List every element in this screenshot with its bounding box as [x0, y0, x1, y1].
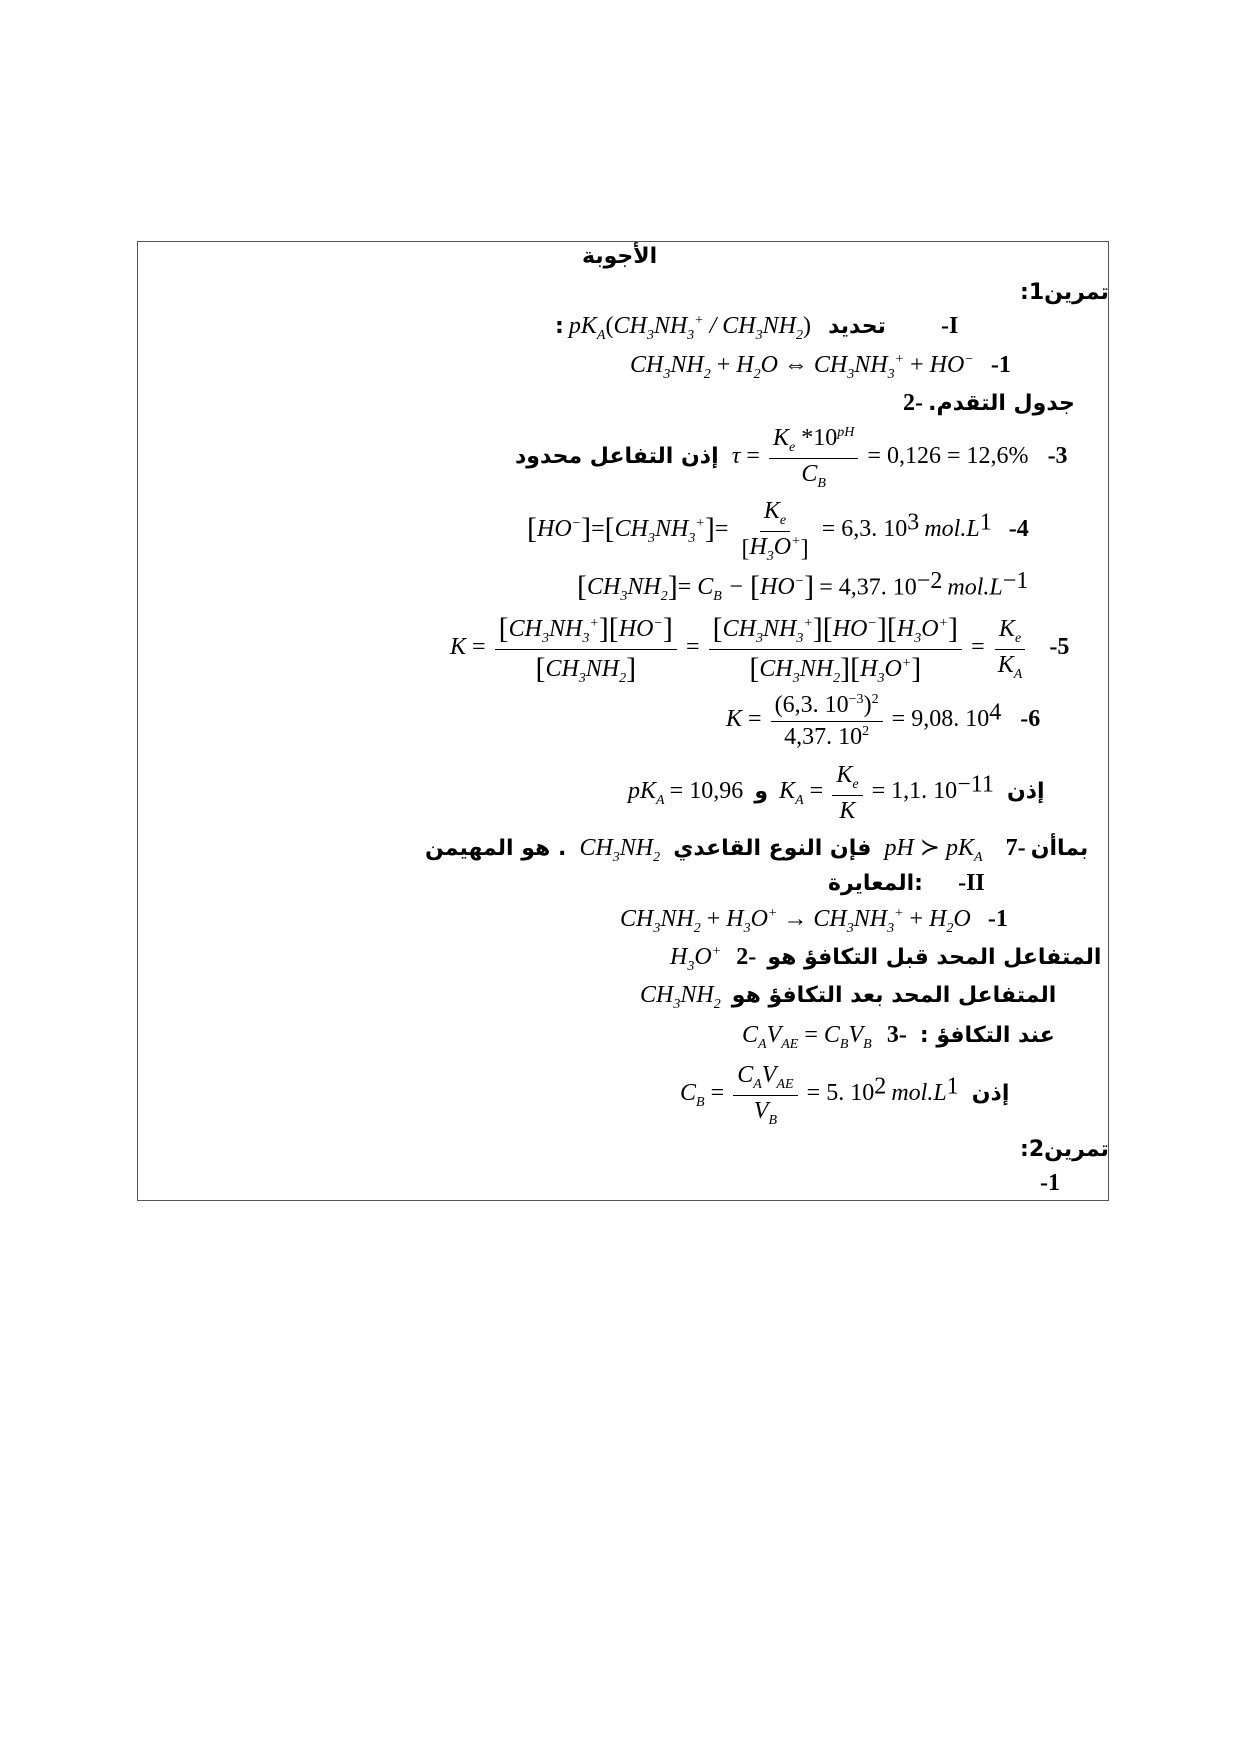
k-value: = 9,08. 10 [891, 706, 990, 732]
step-2-number: -2 [903, 390, 923, 416]
step-4-line: $[HO^-]=[CH_3NH_3^+]=$ $\frac{K_e}{[H_3O^+]}$ = 6,3. $10^3$ $mol.L^1$ -4 [527, 498, 1029, 564]
cb-fraction: $\frac{C_AV_{AE}}{V_B}$ [733, 1062, 797, 1129]
step-5-line: K = $\frac{[CH_3NH_3^+][HO^-]}{[CH_3NH_2]}$ = $\frac{[CH_3NH_3^+][HO^-][H_3O^+]}{[CH_3NH_2][H_3O^+]}$ = $\frac{K_e}{K_A}$ -5 [450, 612, 1070, 686]
and-word: و [754, 778, 768, 804]
ch3nh2-concentration: $[CH_3NH_2]= C_B - [HO^-] = 4,37$. $10^{-2}$ $mol.L^{-1}$ [577, 568, 1029, 605]
step-6-number: -6 [1020, 706, 1041, 732]
exercise-1-title: تمرين1: [1020, 280, 1109, 305]
step-3-text: إذن التفاعل محدود [515, 443, 719, 469]
titration-step-2b: $CH_3NH_2$ المتفاعل المحد بعد التكافؤ هو [640, 982, 1057, 1012]
step-7-line: هو المهيمن . $CH_3NH_2$ فإن النوع القاعدي pH ≻ $pK_A$ بماأن -7 [425, 835, 1089, 865]
part-II-label: المعايرة: [828, 871, 923, 896]
tau-fraction: $\frac{K_e *10^{pH}}{C_B}$ [769, 425, 858, 492]
pka-expression: $pK_A(CH_3NH_3^+ / CH_3NH_2)$ [568, 313, 811, 343]
exercise-2-title: تمرين2: [1020, 1137, 1109, 1162]
step-5-number: -5 [1049, 633, 1070, 660]
pka-value: = 10,96 [669, 777, 744, 804]
ka-fraction: $\frac{K_e}{K}$ [832, 762, 862, 825]
step-1-line [630, 352, 1011, 383]
step-3-line: إذن التفاعل محدود τ = $\frac{K_e *10^{pH}}{C_B}$ = 0,126 = 12,6% -3 [515, 425, 1068, 491]
part-II-line [828, 870, 985, 897]
part-II-number: -II [958, 870, 985, 896]
page-heading: الأجوبة [582, 244, 658, 269]
k-value-fraction: $\frac{(6,3. 10^{-3})^2}{4,37. 10^2}$ [771, 692, 883, 751]
ch3nh2-value: = 4,37. 10 [819, 574, 917, 601]
k-fraction-1: $\frac{[CH_3NH_3^+][HO^-]}{[CH_3NH_2]}$ [495, 612, 677, 687]
cb-value: = 5. 10 [806, 1079, 875, 1106]
step-1-number: -1 [990, 352, 1011, 378]
step-7-since: بماأن [1030, 836, 1089, 861]
step-6-line: K = $\frac{(6,3. 10^{-3})^2}{4,37. 10^2}$ = 9,08. $10^4$ -6 [726, 692, 1041, 750]
ho-value: = 6,3. 10 [821, 515, 908, 542]
step-7-number: -7 [1005, 835, 1026, 861]
part-I-label: تحديد [828, 314, 886, 339]
step-2-line [893, 390, 1075, 417]
step-7-then: فإن النوع القاعدي [673, 836, 872, 861]
titration-step-3: $C_AV_{AE} = C_BV_B$ عند التكافؤ : -3 [742, 1022, 1055, 1052]
step-7-end: هو المهيمن . [425, 836, 567, 861]
colon: : [555, 314, 564, 339]
then-word: إذن [1006, 778, 1045, 804]
exercise-2-step-1: -1 [1040, 1170, 1060, 1196]
ka-result-line: $pK_A = 10,96$ و $K_A$ = $\frac{K_e}{K}$ = 1,1. $10^{-11}$ إذن [628, 762, 1045, 824]
ho-fraction: $\frac{K_e}{[H_3O^+]}$ [741, 498, 809, 564]
ka-value: = 1,1. 10 [871, 777, 958, 804]
tau-value: = 0,126 = 12,6% [867, 442, 1029, 469]
step-4-number: -4 [1008, 515, 1029, 542]
reaction-equation: $CH_3NH_2 + H_2O$ ⇔ $CH_3NH_3^+ + HO^-$ [630, 352, 974, 382]
k-fraction-3: $\frac{K_e}{K_A}$ [994, 616, 1027, 683]
titration-step-1: $CH_3NH_2 + H_3O^+ \to CH_3NH_3^+ + H_2O$ -1 [620, 906, 1008, 936]
step-2-text: جدول التقدم. [928, 391, 1075, 416]
k-fraction-2: $\frac{[CH_3NH_3^+][HO^-][H_3O^+]}{[CH_3NH_2][H_3O^+]}$ [709, 612, 962, 687]
part-I-number: -I [940, 313, 959, 339]
titration-step-2: $H_3O^+$ المتفاعل المحد قبل التكافؤ هو -2 [670, 944, 1102, 974]
step-3-number: -3 [1047, 442, 1068, 469]
part-I-line [555, 313, 958, 344]
cb-result-line: $C_B$ = $\frac{C_AV_{AE}}{V_B}$ = 5. $10^2$ $mol.L^1$ إذن [680, 1062, 1010, 1128]
